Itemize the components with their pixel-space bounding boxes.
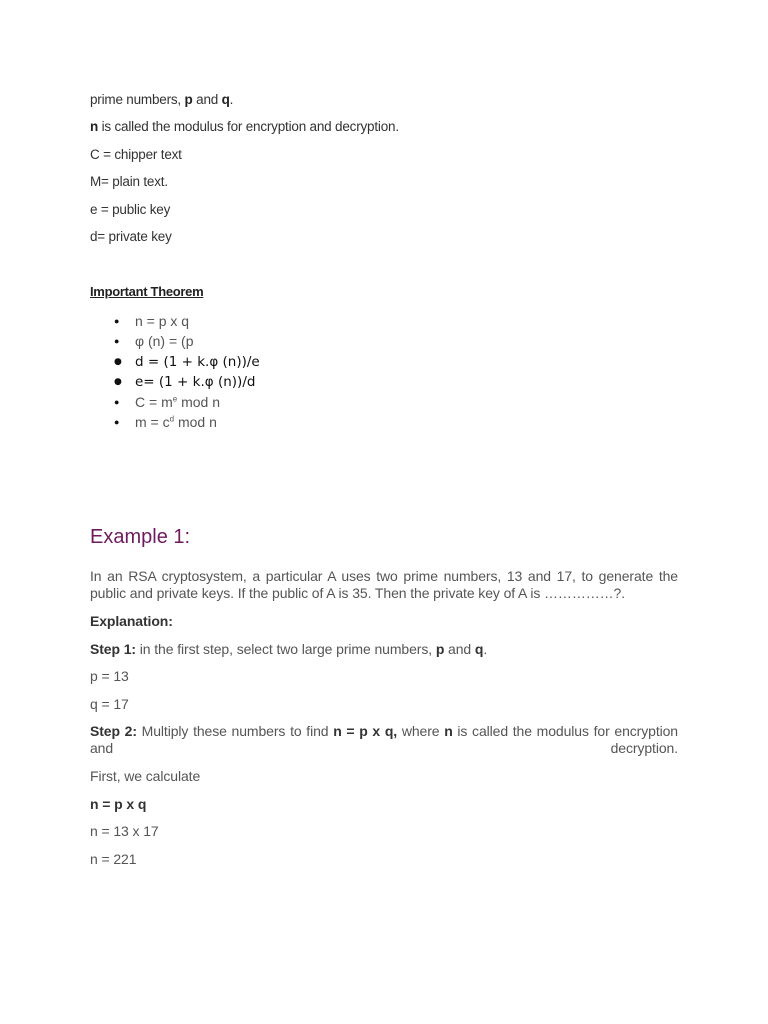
var-p: p — [184, 92, 193, 107]
step-label: Step 2: — [90, 723, 137, 739]
theorem-item: ● n = p x q — [114, 311, 674, 331]
definition-primes — [90, 92, 233, 108]
step-2: Step 2: Multiply these numbers to find n = p x q, where n is called the modulus for encryption and decryption. — [90, 723, 678, 756]
var-n: n — [90, 119, 99, 134]
calc-step-1: n = 13 x 17 — [90, 823, 159, 839]
definition-modulus — [90, 119, 399, 135]
definition-private-key: d= private key — [90, 229, 172, 244]
theorem-item: ● d = (1 + k.φ (n))/e — [114, 352, 674, 372]
definition-public-key: e = public key — [90, 202, 171, 217]
theorem-list — [114, 311, 674, 433]
explanation-label: Explanation: — [90, 613, 173, 629]
step-1: Step 1: in the first step, select two large prime numbers, p and q. — [90, 641, 488, 657]
step-label: Step 1: — [90, 641, 136, 657]
example-title: Example 1: — [90, 526, 191, 548]
theorem-item: ● e= (1 + k.φ (n))/d — [114, 372, 674, 392]
definition-cipher: C = chipper text — [90, 147, 182, 162]
example-question: In an RSA cryptosystem, a particular A uses two prime numbers, 13 and 17, to generate the public and private keys. If the public of A is 35. Then the private key of A is ……………?. — [90, 568, 678, 601]
text: prime numbers, — [90, 92, 185, 107]
definition-plain: M= plain text. — [90, 174, 168, 189]
q-value: q = 17 — [90, 696, 129, 712]
formula-n: n = p x q — [90, 796, 147, 812]
theorem-heading: Important Theorem — [90, 284, 204, 299]
p-value: p = 13 — [90, 668, 129, 684]
first-calc: First, we calculate — [90, 768, 201, 784]
text: and — [192, 92, 222, 107]
theorem-item: ● $m = c^d$ mod n — [114, 412, 674, 432]
theorem-item: ● φ (n) = (p — [114, 331, 674, 351]
text: . — [229, 92, 234, 107]
theorem-item: ● $C = m^e$ mod n — [114, 392, 674, 412]
var-q: q — [221, 92, 230, 107]
calc-step-2: n = 221 — [90, 851, 137, 867]
text: is called the modulus for encryption and decryption. — [98, 119, 399, 134]
